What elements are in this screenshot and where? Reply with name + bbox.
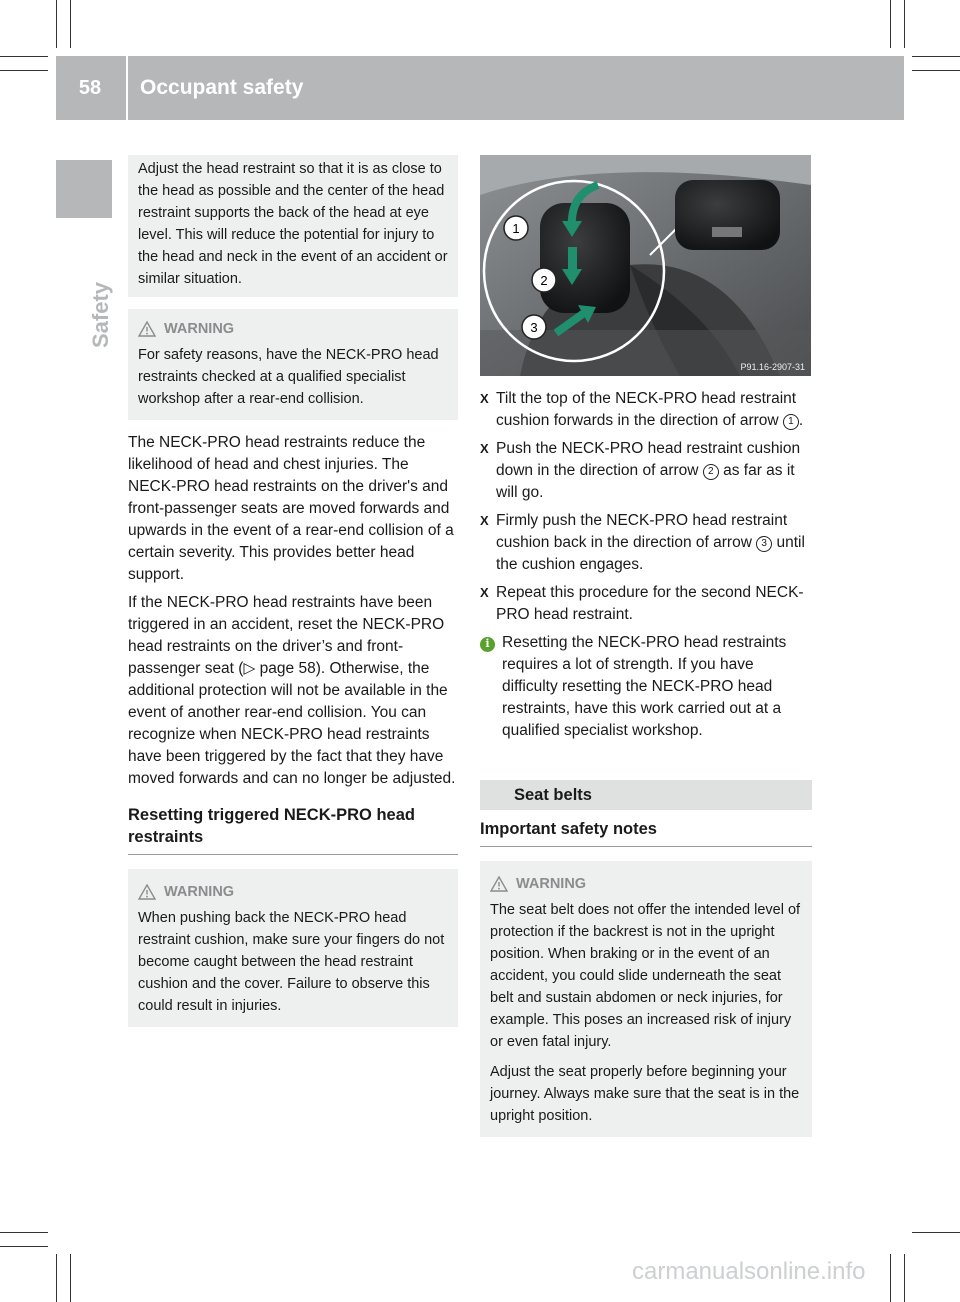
warning-title bbox=[138, 318, 451, 340]
warning-text bbox=[490, 899, 805, 1127]
arrow-label-2: 2 bbox=[540, 273, 548, 288]
warning-box bbox=[480, 861, 812, 1137]
warning-triangle-icon bbox=[490, 876, 508, 892]
crop-mark bbox=[912, 70, 960, 71]
warning-box bbox=[128, 309, 458, 420]
arrow-number-2: 2 bbox=[703, 464, 719, 480]
step-marker-icon: X bbox=[480, 585, 489, 600]
side-tab-label: Safety bbox=[88, 281, 113, 348]
step-marker-icon: X bbox=[480, 513, 489, 528]
crop-mark bbox=[912, 56, 960, 57]
warning-paragraph: Adjust the seat properly before beginning your journey. Always make sure that the seat is in the upright position. bbox=[490, 1064, 800, 1124]
figure-caption: P91.16-2907-31 bbox=[740, 362, 805, 372]
step-text-part: Firmly push the NECK-PRO head restraint cushion back in the direction of arrow bbox=[496, 512, 788, 551]
step-text bbox=[496, 388, 812, 432]
left-column bbox=[128, 155, 458, 1027]
warning-text: For safety reasons, have the NECK-PRO head restraints checked at a qualified specialist workshop after a rear-end collision. bbox=[138, 347, 439, 407]
page-number: 58 bbox=[78, 76, 102, 99]
intro-note-box bbox=[128, 155, 458, 297]
warning-title-text: WARNING bbox=[164, 321, 235, 337]
warning-triangle-icon bbox=[138, 321, 156, 337]
step-text-part: . bbox=[798, 412, 804, 429]
arrow-label-3: 3 bbox=[530, 320, 538, 335]
instruction-step bbox=[480, 510, 812, 576]
step-text-part: until the cushion engages. bbox=[496, 534, 805, 573]
crop-mark bbox=[890, 1254, 891, 1302]
crop-mark bbox=[56, 1254, 57, 1302]
step-text-part: Tilt the top of the NECK-PRO head restraint cushion forwards in the direction of arrow bbox=[496, 390, 797, 429]
info-note bbox=[480, 632, 812, 742]
warning-box bbox=[128, 869, 458, 1027]
crop-mark bbox=[0, 56, 48, 57]
info-icon: i bbox=[480, 637, 495, 652]
crop-mark bbox=[0, 1232, 48, 1233]
head-restraint-photo bbox=[480, 155, 811, 376]
arrow-number-1: 1 bbox=[783, 414, 799, 430]
warning-title bbox=[138, 881, 451, 903]
instruction-step bbox=[480, 388, 812, 432]
watermark: carmanualsonline.info bbox=[632, 1258, 866, 1285]
warning-text: When pushing back the NECK-PRO head restraint cushion, make sure your fingers do not become caught between the head restraint cushion and the cover. Failure to observe this could result in injuries. bbox=[138, 910, 445, 1014]
crop-mark bbox=[912, 1232, 960, 1233]
step-text bbox=[496, 438, 812, 504]
body-paragraph: The NECK-PRO head restraints reduce the likelihood of head and chest injuries. The NECK-PRO head restraints on the driver's and front-passenger seats are moved forwards and upwards in the event of a rear-end collision of a certain severity. This provides better head support. bbox=[128, 434, 454, 583]
crop-mark bbox=[0, 1246, 48, 1247]
side-tab-block bbox=[56, 160, 112, 218]
section-bar: Seat belts bbox=[480, 780, 812, 810]
instruction-step bbox=[480, 438, 812, 504]
crop-mark bbox=[904, 1254, 905, 1302]
step-text: Repeat this procedure for the second NECK-PRO head restraint. bbox=[496, 584, 804, 623]
crop-mark bbox=[904, 0, 905, 48]
right-column bbox=[480, 388, 812, 1137]
intro-note-text: Adjust the head restraint so that it is as close to the head as possible and the center of the head restraint supports the back of the head at eye level. This will reduce the potential for injury to the head and neck in the event of an accident or similar situation. bbox=[138, 161, 448, 287]
crop-mark bbox=[56, 0, 57, 48]
arrow-label-1: 1 bbox=[512, 221, 520, 236]
crop-mark bbox=[0, 70, 48, 71]
page-title: Occupant safety bbox=[140, 76, 304, 99]
warning-title bbox=[490, 873, 805, 895]
step-text-part: as far as it will go. bbox=[496, 462, 795, 501]
crop-mark bbox=[70, 1254, 71, 1302]
section-heading: Resetting triggered NECK-PRO head restraints bbox=[128, 804, 458, 855]
step-marker-icon: X bbox=[480, 391, 489, 406]
crop-mark bbox=[890, 0, 891, 48]
header-divider bbox=[126, 56, 128, 120]
warning-title-text: WARNING bbox=[164, 884, 235, 900]
body-paragraph: If the NECK-PRO head restraints have been triggered in an accident, reset the NECK-PRO head restraints on the driver’s and front-passenger seat (▷ page 58). Otherwise, the additional protection will not be available in the event of another rear-end collision. You can recognize when NECK-PRO head restraints have been triggered by the fact that they have moved forwards and can no longer be adjusted. bbox=[128, 594, 456, 787]
info-icon-wrap bbox=[480, 632, 496, 742]
arrow-number-3: 3 bbox=[756, 536, 772, 552]
step-text bbox=[496, 510, 812, 576]
section-heading: Important safety notes bbox=[480, 818, 812, 847]
step-marker-icon: X bbox=[480, 441, 489, 456]
info-text: Resetting the NECK-PRO head restraints requires a lot of strength. If you have difficulty resetting the NECK-PRO head restraints, have this work carried out at a qualified specialist workshop. bbox=[502, 634, 787, 739]
instruction-step bbox=[480, 582, 812, 626]
warning-triangle-icon bbox=[138, 884, 156, 900]
warning-paragraph: The seat belt does not offer the intended level of protection if the backrest is not in the upright position. When braking or in the event of an accident, you could slide underneath the seat belt and sustain abdomen or neck injuries, for example. This poses an increased risk of injury or even fatal injury. bbox=[490, 902, 801, 1050]
crop-mark bbox=[70, 0, 71, 48]
head-restraint-illustration bbox=[480, 155, 811, 376]
warning-title-text: WARNING bbox=[516, 876, 587, 892]
step-text-part: Push the NECK-PRO head restraint cushion down in the direction of arrow bbox=[496, 440, 801, 479]
